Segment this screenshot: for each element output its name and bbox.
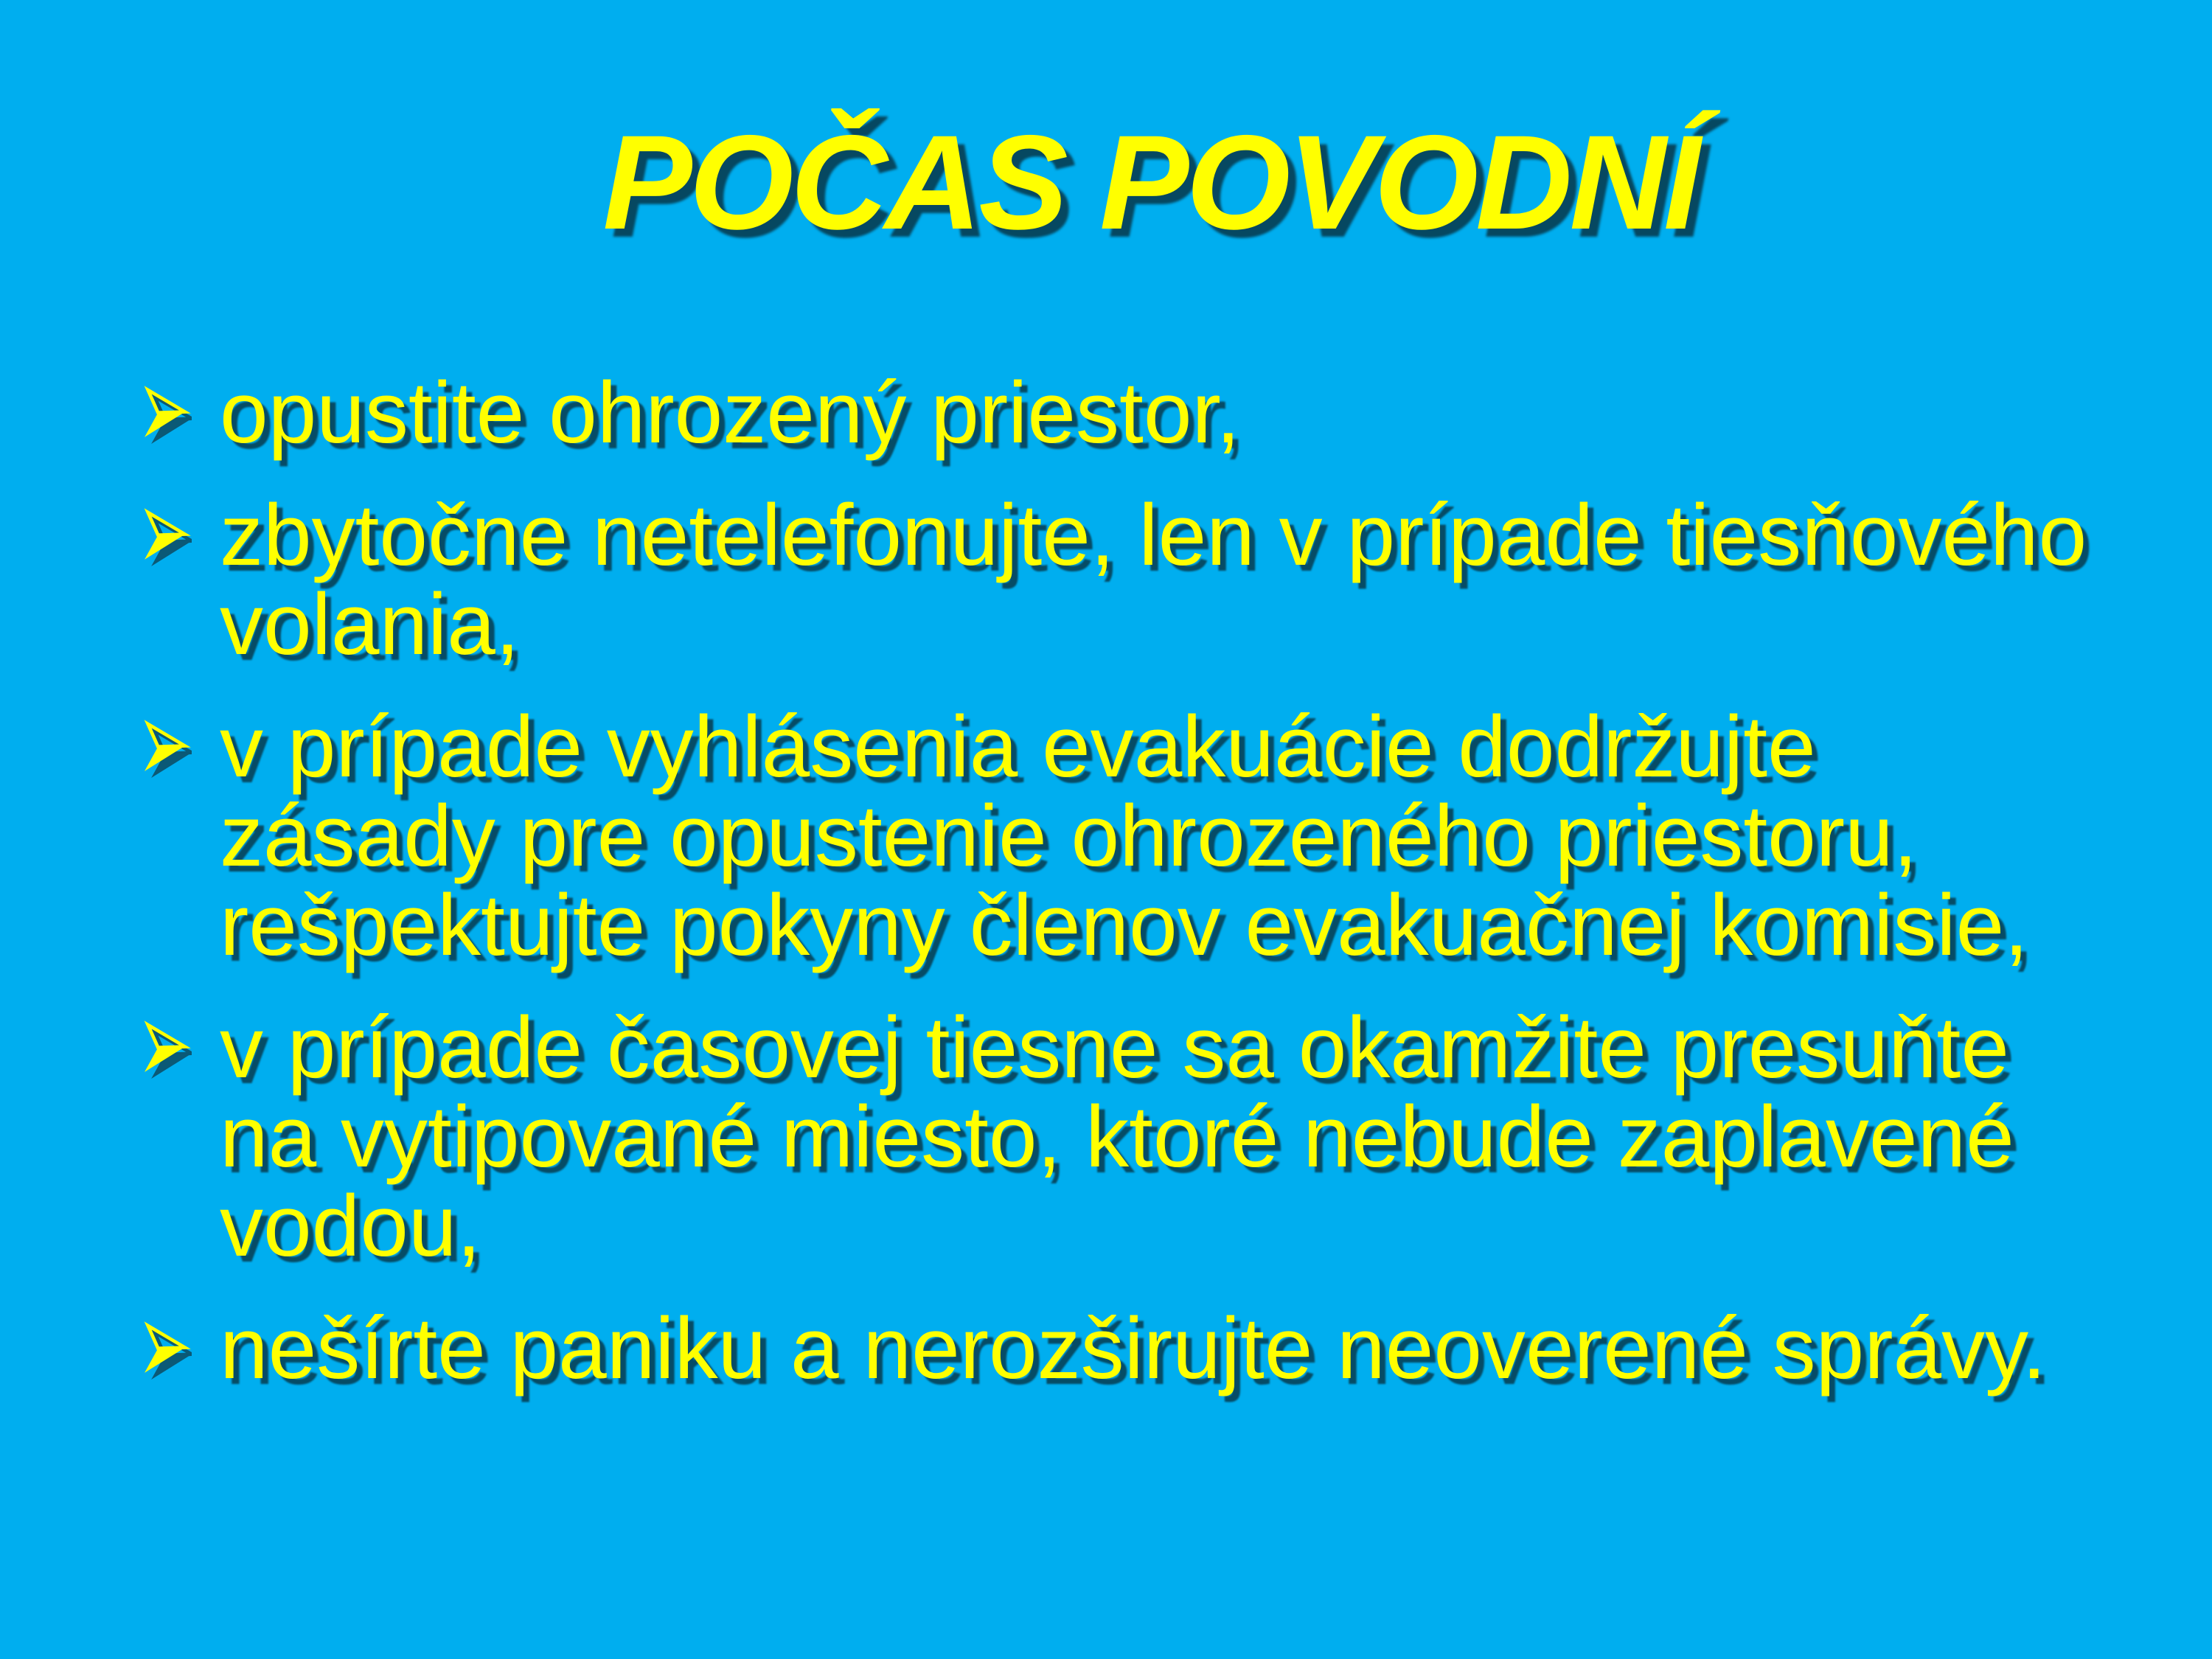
bullet-text xyxy=(220,364,1241,462)
bullet-item xyxy=(133,487,2168,673)
bullet-list xyxy=(133,364,2168,1427)
arrow-bullet-icon xyxy=(133,1316,192,1384)
arrow-bullet-icon xyxy=(133,380,192,448)
bullet-line: nešírte paniku a nerozširujte neoverené správy. xyxy=(220,1300,2047,1397)
bullet-line: rešpektujte pokyny členov evakuačnej komisie, xyxy=(220,877,2029,974)
bullet-text xyxy=(220,999,2014,1275)
bullet-item xyxy=(133,999,2168,1275)
bullet-item xyxy=(133,698,2168,974)
bullet-text xyxy=(220,1300,2047,1397)
bullet-item xyxy=(133,364,2168,462)
bullet-line: v prípade časovej tiesne sa okamžite presuňte xyxy=(220,999,2009,1096)
bullet-line: zásady pre opustenie ohrozeného priestoru, xyxy=(220,787,1918,885)
bullet-line: volania, xyxy=(220,576,520,673)
arrow-bullet-icon xyxy=(133,1015,192,1083)
bullet-line: v prípade vyhlásenia evakuácie dodržujte xyxy=(220,698,1816,796)
bullet-line: na vytipované miesto, ktoré nebude zaplavené xyxy=(220,1088,2014,1186)
arrow-bullet-icon xyxy=(133,714,192,782)
bullet-item xyxy=(133,1300,2168,1397)
bullet-line: zbytočne netelefonujte, len v prípade tiesňového xyxy=(220,487,2087,584)
bullet-line: opustite ohrozený priestor, xyxy=(220,364,1241,462)
bullet-text xyxy=(220,698,2029,974)
bullet-line: vodou, xyxy=(220,1178,481,1275)
bullet-text xyxy=(220,487,2087,673)
slide-title: POČAS POVODNÍ xyxy=(602,107,1698,257)
arrow-bullet-icon xyxy=(133,503,192,571)
